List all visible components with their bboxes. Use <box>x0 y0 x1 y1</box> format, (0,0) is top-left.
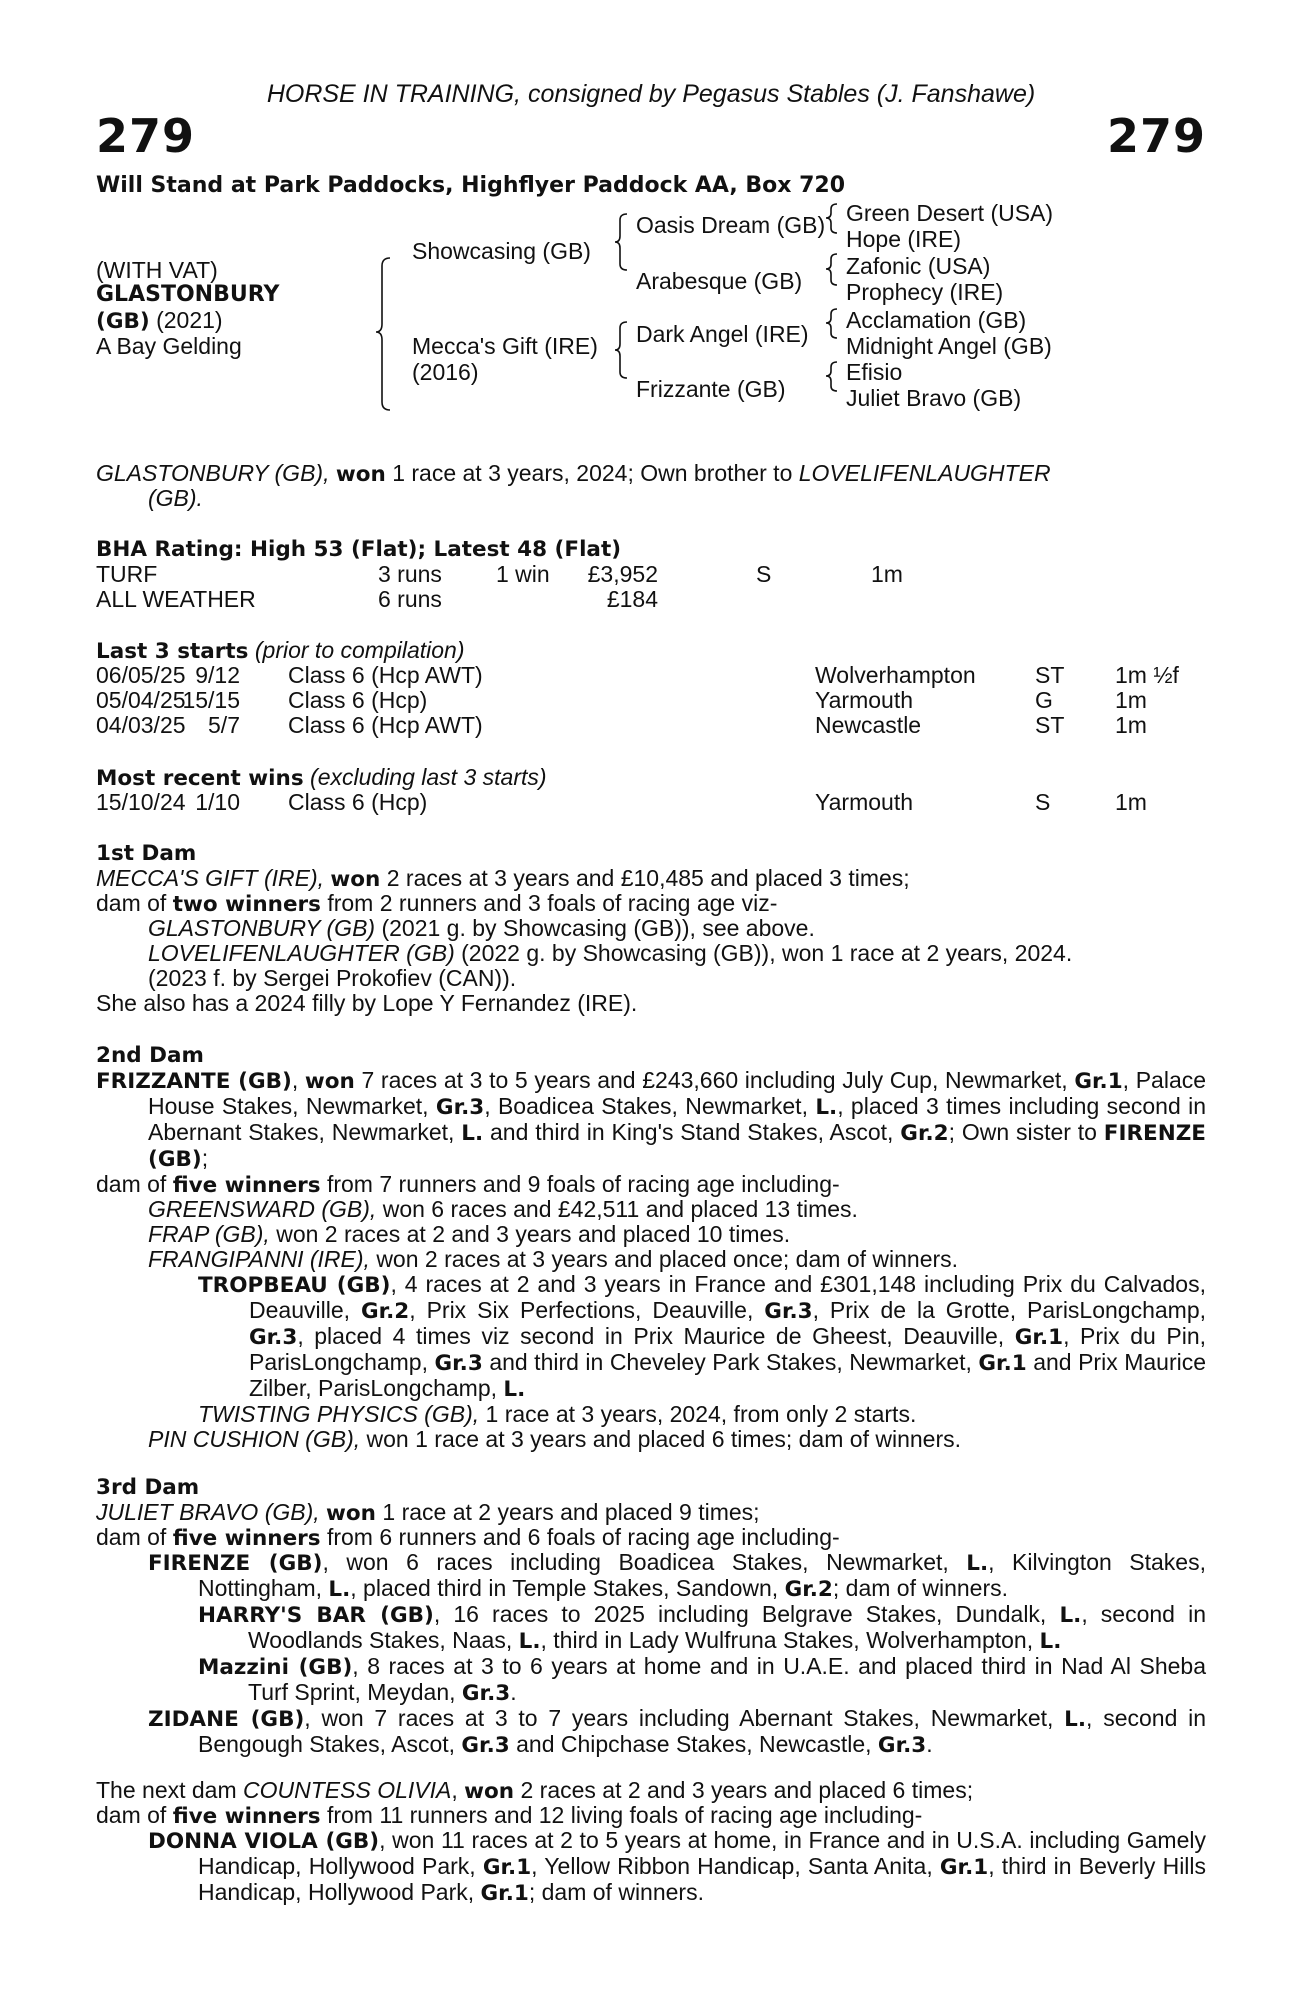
next-dam-produce-line <box>96 1803 1206 1828</box>
produce-name: PIN CUSHION (GB), <box>148 1426 361 1452</box>
produce-name: HARRY'S BAR (GB) <box>198 1603 434 1628</box>
produce-details: , 4 races at 2 and 3 years in France and £301,148 including Prix du Calvados, Deauville, <box>249 1271 1206 1323</box>
first-dam-damof: dam of <box>96 890 167 916</box>
produce-details: , Kilvington Stakes, Nottingham, <box>198 1549 1206 1601</box>
produce-name: FIRENZE (GB) <box>148 1551 323 1576</box>
rating-prize: £184 <box>606 586 658 612</box>
grade-label: Gr.3 <box>877 1733 927 1758</box>
first-dam-section <box>96 841 1206 1016</box>
grade-label: Gr.3 <box>461 1681 511 1706</box>
next-dam-prefix: The next dam <box>96 1777 237 1803</box>
produce-details: , Prix Six Perfections, Deauville, <box>409 1297 754 1323</box>
rating-prize: £3,952 <box>587 561 658 587</box>
produce-name: DONNA VIOLA (GB) <box>148 1829 380 1854</box>
start-course: Wolverhampton <box>815 662 976 688</box>
win-position: 1/10 <box>195 789 240 815</box>
grade-label: Gr.3 <box>434 1351 483 1376</box>
grade-label: Gr.1 <box>1014 1325 1064 1350</box>
produce-details: and Prix Maurice Zilber, ParisLongchamp, <box>249 1349 1207 1401</box>
produce-details: , won 6 races including Boadicea Stakes, Newmarket, <box>322 1549 949 1575</box>
produce-details: (2021 g. by Showcasing (GB)), see above. <box>381 915 815 941</box>
produce-details: , won 7 races at 3 to 7 years including Abernant Stakes, Newmarket, <box>304 1705 1054 1731</box>
stand-location: Will Stand at Park Paddocks, Highflyer Paddock AA, Box 720 <box>96 173 846 198</box>
sire-dam: Arabesque (GB) <box>636 268 803 294</box>
third-dam-record: 1 race at 2 years and placed 9 times; <box>382 1499 760 1525</box>
second-dam-damof: dam of <box>96 1171 167 1197</box>
first-dam-won: won <box>330 867 381 892</box>
last-starts-title: Last 3 starts <box>96 639 249 664</box>
produce-item <box>96 1427 1206 1452</box>
next-dam-name: COUNTESS OLIVIA <box>243 1777 452 1803</box>
first-dam-line <box>96 866 1206 891</box>
grade-label: L. <box>503 1377 526 1402</box>
next-dam-damof: dam of <box>96 1802 167 1828</box>
last-starts-section <box>96 638 1206 738</box>
produce-details: 1 race at 3 years, 2024, from only 2 starts. <box>485 1401 917 1427</box>
first-dam-runners: from 2 runners and 3 foals of racing age viz- <box>327 890 778 916</box>
recent-wins-note: (excluding last 3 starts) <box>310 764 547 790</box>
produce-name: Mazzini (GB) <box>198 1655 353 1680</box>
start-position: 15/15 <box>182 687 240 713</box>
grade-label: Gr.1 <box>482 1855 532 1880</box>
produce-details: won 1 race at 3 years and placed 6 times; dam of winners. <box>366 1426 961 1452</box>
horse-name: GLASTONBURY <box>96 282 280 307</box>
first-dam-produce-line <box>96 891 1206 916</box>
produce-details: , won 11 races at 2 to 5 years at home, in France and in U.S.A. including Gamely Handicap, Hollywood Park, <box>198 1827 1206 1879</box>
third-dam-runners: from 6 runners and 6 foals of racing age including- <box>326 1524 840 1550</box>
rating-surface: ALL WEATHER <box>96 586 256 612</box>
horse-country: (GB) <box>96 309 150 334</box>
lot-number-right: 279 <box>1106 109 1206 163</box>
second-dam-text: , placed 3 times including second in Abernant Stakes, Newmarket, <box>148 1093 1207 1145</box>
summary <box>96 461 1206 511</box>
produce-details: ; dam of winners. <box>528 1879 704 1905</box>
start-date: 05/04/25 <box>96 687 186 713</box>
next-dam-runners: from 11 runners and 12 living foals of racing age including- <box>326 1802 923 1828</box>
produce-details: and third in Cheveley Park Stakes, Newmarket, <box>489 1349 972 1375</box>
win-row <box>96 790 1206 815</box>
sister-name: FIRENZE (GB) <box>148 1121 1206 1172</box>
produce-item: ZIDANE (GB), won 7 races at 3 to 7 years including Abernant Stakes, Newmarket, L., second in Bengough Stakes, Ascot, Gr.3 and Chipchase Stakes, Newcastle, Gr.3. <box>148 1705 1207 1758</box>
rating-wins: 1 win <box>496 561 550 587</box>
start-going: G <box>1035 687 1053 713</box>
start-date: 06/05/25 <box>96 662 186 688</box>
third-dam-section <box>96 1475 1206 1758</box>
start-going: ST <box>1035 662 1065 688</box>
start-distance: 1m ½f <box>1115 662 1179 688</box>
lot-number-left: 279 <box>96 109 196 163</box>
produce-item <box>96 1197 1206 1222</box>
second-dam-name: FRIZZANTE (GB) <box>96 1069 292 1094</box>
third-dam-name: JULIET BRAVO (GB), <box>96 1499 320 1525</box>
first-dam-record: 2 races at 3 years and £10,485 and placed 3 times; <box>386 865 910 891</box>
horse-description: A Bay Gelding <box>96 333 242 359</box>
first-dam-name: MECCA'S GIFT (IRE), <box>96 865 325 891</box>
produce-details: , placed 4 times viz second in Prix Maurice de Gheest, Deauville, <box>297 1323 1005 1349</box>
second-dam-text: , Palace House Stakes, Newmarket, <box>148 1067 1207 1119</box>
grade-label: L. <box>1064 1707 1087 1732</box>
produce-item <box>96 1247 1206 1272</box>
third-dam-damof: dam of <box>96 1524 167 1550</box>
produce-details: , third in Beverly Hills Handicap, Hollywood Park, <box>198 1853 1207 1905</box>
third-dam-winners: five winners <box>172 1526 321 1551</box>
summary-name: GLASTONBURY (GB), <box>96 460 330 486</box>
ped-dsd: Midnight Angel (GB) <box>846 333 1052 359</box>
produce-item <box>96 1402 1206 1427</box>
produce-details: won 2 races at 3 years and placed once; dam of winners. <box>376 1246 959 1272</box>
first-dam-note: She also has a 2024 filly by Lope Y Fernandez (IRE). <box>96 990 638 1016</box>
summary-text: 1 race at 3 years, 2024; Own brother to <box>392 460 793 486</box>
dam: Mecca's Gift (IRE) <box>412 333 598 359</box>
grade-label: Gr.1 <box>480 1881 529 1906</box>
rating-runs: 3 runs <box>378 561 442 587</box>
produce-details: , Yellow Ribbon Handicap, Santa Anita, <box>531 1853 933 1879</box>
produce-details: won 6 races and £42,511 and placed 13 times. <box>382 1196 858 1222</box>
grade-label: Gr.3 <box>461 1733 510 1758</box>
grade-label: Gr.1 <box>978 1351 1027 1376</box>
summary-brother-suffix: (GB). <box>148 485 203 511</box>
produce-item <box>96 1550 1206 1602</box>
second-dam-winners: five winners <box>172 1173 321 1198</box>
next-dam-winners: five winners <box>172 1804 321 1829</box>
start-race: Class 6 (Hcp AWT) <box>288 712 483 738</box>
last-starts-heading <box>96 638 1206 663</box>
produce-details: , Prix du Pin, ParisLongchamp, <box>249 1323 1206 1375</box>
produce-details: , second in Woodlands Stakes, Naas, <box>248 1601 1206 1653</box>
grade-label: L. <box>461 1121 484 1146</box>
start-race: Class 6 (Hcp AWT) <box>288 662 483 688</box>
rating-section <box>96 537 1206 612</box>
second-dam-runners: from 7 runners and 9 foals of racing age including- <box>326 1171 840 1197</box>
third-dam-won: won <box>326 1501 376 1526</box>
start-distance: 1m <box>1115 712 1147 738</box>
summary-won: won <box>335 462 386 487</box>
produce-name: FRAP (GB), <box>148 1221 270 1247</box>
horse-origin <box>96 308 223 334</box>
produce-name: FRANGIPANNI (IRE), <box>148 1246 370 1272</box>
second-dam-title: 2nd Dam <box>96 1043 204 1068</box>
second-dam-text: 7 races at 3 to 5 years and £243,660 including July Cup, Newmarket, <box>361 1067 1068 1093</box>
start-course: Newcastle <box>815 712 922 738</box>
second-dam-section <box>96 1043 1206 1452</box>
produce-name: GREENSWARD (GB), <box>148 1196 377 1222</box>
rating-runs: 6 runs <box>378 586 442 612</box>
recent-wins-title: Most recent wins <box>96 766 304 791</box>
grade-label: L. <box>1039 1629 1062 1654</box>
ped-dds: Efisio <box>846 359 903 385</box>
sire: Showcasing (GB) <box>412 238 591 264</box>
grade-label: L. <box>1059 1603 1082 1628</box>
start-row <box>96 713 1206 738</box>
ped-sds: Zafonic (USA) <box>846 253 991 279</box>
ped-ssd: Hope (IRE) <box>846 226 962 252</box>
grade-label: L. <box>815 1095 838 1120</box>
ped-ddd: Juliet Bravo (GB) <box>846 385 1022 411</box>
win-race: Class 6 (Hcp) <box>288 789 428 815</box>
third-dam-line <box>96 1500 1206 1525</box>
win-date: 15/10/24 <box>96 789 186 815</box>
ped-sdd: Prophecy (IRE) <box>846 279 1004 305</box>
first-dam-winners: two winners <box>172 892 321 917</box>
consignor-line: HORSE IN TRAINING, consigned by Pegasus Stables (J. Fanshawe) <box>266 80 1036 108</box>
win-distance: 1m <box>1115 789 1147 815</box>
produce-details: and Chipchase Stakes, Newcastle, <box>516 1731 872 1757</box>
produce-name: ZIDANE (GB) <box>148 1707 305 1732</box>
start-row <box>96 663 1206 688</box>
dam-sire: Dark Angel (IRE) <box>636 321 809 347</box>
rating-title: BHA Rating: High 53 (Flat); Latest 48 (Flat) <box>96 537 622 562</box>
produce-item: (2023 f. by Sergei Prokofiev (CAN)). <box>148 965 517 991</box>
win-course: Yarmouth <box>815 789 914 815</box>
recent-wins-heading <box>96 765 1206 790</box>
rating-row <box>96 562 1206 587</box>
start-row <box>96 688 1206 713</box>
vat-note: (WITH VAT) <box>96 257 218 283</box>
start-position: 9/12 <box>195 662 240 688</box>
start-date: 04/03/25 <box>96 712 186 738</box>
sire-sire: Oasis Dream (GB) <box>636 212 826 238</box>
next-dam-section <box>96 1778 1206 1906</box>
rating-distance: 1m <box>871 561 903 587</box>
produce-item <box>96 1602 1206 1654</box>
grade-label: Gr.1 <box>1074 1069 1123 1094</box>
grade-label: L. <box>966 1551 989 1576</box>
start-race: Class 6 (Hcp) <box>288 687 428 713</box>
second-dam-text: ; Own sister to <box>948 1119 1097 1145</box>
dam-dam: Frizzante (GB) <box>636 376 786 402</box>
second-dam-text: and third in King's Stand Stakes, Ascot, <box>490 1119 894 1145</box>
produce-details: , 8 races at 3 to 6 years at home and in U.A.E. and placed third in Nad Al Sheba Turf Sprint, Meydan, <box>248 1653 1207 1705</box>
third-dam-title: 3rd Dam <box>96 1475 200 1500</box>
produce-item <box>96 1222 1206 1247</box>
second-dam-record: FRIZZANTE (GB), won 7 races at 3 to 5 years and £243,660 including July Cup, Newmarket, Gr.1, Palace House Stakes, Newmarket, Gr.3, Boadicea Stakes, Newmarket, L., placed 3 times including second in Abernant Stakes, Newmarket, L. and third in King's Stand Stakes, Ascot, Gr.2; Own sister to FIRENZE (GB); <box>96 1067 1207 1172</box>
start-position: 5/7 <box>208 712 240 738</box>
ped-sss: Green Desert (USA) <box>846 200 1054 226</box>
recent-wins-section <box>96 765 1206 815</box>
next-dam-won: won <box>464 1779 515 1804</box>
last-starts-note: (prior to compilation) <box>254 637 465 663</box>
produce-item <box>96 1828 1206 1906</box>
rating-going: S <box>756 561 772 587</box>
second-dam-produce-line <box>96 1172 1206 1197</box>
dam-year: (2016) <box>412 359 479 385</box>
win-going: S <box>1035 789 1051 815</box>
grade-label: L. <box>328 1577 351 1602</box>
produce-item <box>96 916 1206 941</box>
next-dam-comma: , <box>451 1777 458 1803</box>
second-dam-won: won <box>304 1069 355 1094</box>
grade-label: Gr.2 <box>784 1577 833 1602</box>
third-dam-produce-line <box>96 1525 1206 1550</box>
grade-label: Gr.2 <box>900 1121 949 1146</box>
start-course: Yarmouth <box>815 687 914 713</box>
start-distance: 1m <box>1115 687 1147 713</box>
grade-label: Gr.3 <box>249 1325 298 1350</box>
summary-line <box>96 461 1206 486</box>
produce-details: ; dam of winners. <box>832 1575 1009 1601</box>
second-dam-text: , Boadicea Stakes, Newmarket, <box>484 1093 808 1119</box>
rating-row <box>96 587 1206 612</box>
pedigree-table <box>96 196 1206 416</box>
next-dam-record: 2 races at 2 and 3 years and placed 6 times; <box>520 1777 974 1803</box>
produce-details: , 16 races to 2025 including Belgrave Stakes, Dundalk, <box>433 1601 1047 1627</box>
grade-label: L. <box>518 1629 541 1654</box>
grade-label: Gr.3 <box>435 1095 485 1120</box>
produce-name: TROPBEAU (GB) <box>198 1273 391 1298</box>
ped-dss: Acclamation (GB) <box>846 307 1027 333</box>
produce-details: (2022 g. by Showcasing (GB)), won 1 race at 2 years, 2024. <box>461 940 1073 966</box>
grade-label: Gr.3 <box>764 1299 813 1324</box>
horse-year: (2021) <box>156 307 223 333</box>
start-going: ST <box>1035 712 1065 738</box>
produce-name: LOVELIFENLAUGHTER (GB) <box>148 940 455 966</box>
rating-surface: TURF <box>96 561 158 587</box>
produce-details: , placed third in Temple Stakes, Sandown, <box>350 1575 779 1601</box>
produce-details: , Prix de la Grotte, ParisLongchamp, <box>812 1297 1207 1323</box>
produce-details: , second in Bengough Stakes, Ascot, <box>198 1705 1207 1757</box>
next-dam-line <box>96 1778 1206 1803</box>
produce-details: , third in Lady Wulfruna Stakes, Wolverhampton, <box>540 1627 1034 1653</box>
summary-line-2 <box>96 486 1206 511</box>
produce-item <box>96 1272 1206 1402</box>
grade-label: Gr.2 <box>360 1299 410 1324</box>
summary-brother: LOVELIFENLAUGHTER <box>798 460 1051 486</box>
produce-item <box>96 941 1206 966</box>
produce-name: TWISTING PHYSICS (GB), <box>198 1401 480 1427</box>
first-dam-title: 1st Dam <box>96 841 197 866</box>
produce-item: Mazzini (GB), 8 races at 3 to 6 years at home and in U.A.E. and placed third in Nad Al Sheba Turf Sprint, Meydan, Gr.3. <box>198 1653 1207 1706</box>
produce-name: GLASTONBURY (GB) <box>148 915 376 941</box>
grade-label: Gr.1 <box>939 1855 989 1880</box>
produce-details: won 2 races at 2 and 3 years and placed 10 times. <box>276 1221 791 1247</box>
